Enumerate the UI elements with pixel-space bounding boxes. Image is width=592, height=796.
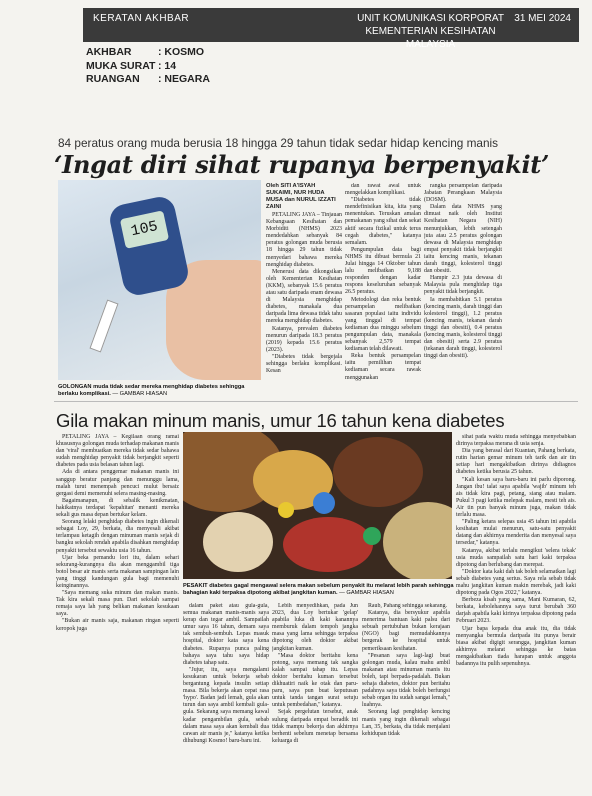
paragraph: "Doktor kata kaki dah tak boleh selamatkan lagi sebab diabetes yang serius. Saya rela sebab tidak mahu jangkitan kuman makin merebak, jadi kaki dipotong pada Ogos 2022," katanya. xyxy=(456,568,576,597)
paragraph: "Pesanan saya lagi-lagi buat golongan muda, kalau mahu ambil makanan atau minuman manis itu boleh, tapi berpada-padalah. Bukan sehaja diabetes, doktor pun beritahu padahnya saya tidak boleh berfungsi sebab organ itu sudah sangat lemah," luahnya. xyxy=(362,652,450,709)
paragraph: Katanya, akibat terlalu mengikut 'selera tekak' usia muda sampailah satu hari kaki terpaksa dipotong dan berlubang dan merepat. xyxy=(456,547,576,568)
meta-ruangan-value: : NEGARA xyxy=(158,73,210,85)
story2-column-4 xyxy=(362,603,450,791)
story1-caption-text: GOLONGAN muda tidak sedar mereka menghidap diabetes sehingga berlaku komplikasi. xyxy=(58,384,245,397)
paragraph: "Bukan air manis saja, makanan ringan seperti keropok juga xyxy=(56,618,179,632)
paragraph: Katanya, dia bersyukur apabila menerima bantuan kaki palsu dari sebuah pertubuhan bukan kerajaan (NGO) bagi memudahkannya bergerak ke hospital untuk pemeriksaan kesihatan. xyxy=(362,610,450,652)
paragraph: Ada di antara penggemar makanan manis ini sanggup beratur panjang dan menunggu lama, malah turut menempah pencuci mulut bersaiz gergasi demi memenuhi selera masing-masing. xyxy=(56,469,179,497)
section-label: KERATAN AKHBAR xyxy=(93,13,190,24)
paragraph: rangka persampelan daripada Jabatan Perangkaan Malaysia (DOSM). xyxy=(424,183,502,204)
paragraph: Reka bentuk persampelan iaitu pemilihan tempat kediaman secara rawak menggunakan xyxy=(345,353,421,381)
paragraph: Seorang lagi penghidap kencing manis yang ingin dikenali sebagai Lan, 35, berkata, dia tidak menjalani kehidupan tidak xyxy=(362,709,450,737)
story2-caption-text: PESAKIT diabetes gagal mengawal selera makan sebelum penyakit itu melarat lebih parah sehingga bahagian kaki terpaksa dipotong akibat jangkitan kuman. xyxy=(183,583,454,596)
story2-column-1 xyxy=(56,434,179,790)
story2-column-2 xyxy=(183,603,269,791)
paragraph: Ia membabitkan 5.1 peratus (kencing manis, darah tinggi dan kolesterol tinggi), 1.2 peratus (kencing manis, tekanan darah tinggi dan obesiti), 0.4 peratus (kencing manis, kolesterol tinggi dan obesiti) serta 2.9 peratus (tekanan darah tinggi, kolesterol tinggi dan obesiti). xyxy=(424,296,502,360)
paragraph: Bagaimanapun, di sebalik kenikmatan, hakikatnya terdapat 'kepahitan' menanti mereka sekali gus masa depan bertukar kelam. xyxy=(56,497,179,519)
food-shape xyxy=(283,517,373,572)
paragraph: Pengumpulan data bagi NHMS itu dibuat bermula 21 Julai hingga 14 Oktober tahun lalu melibatkan 9,188 responden dengan kadar respons keseluruhan sebanyak 26.5 peratus. xyxy=(345,246,421,296)
publication-meta xyxy=(86,46,210,87)
paragraph: Dalam data NHMS yang dimuat naik oleh Institut Kesihatan Negara (NIH) menunjukkan, lebih setengah juta atau 2.5 peratus golongan dewasa di Malaysia menghidap empat penyakit tidak berjangkit iaitu kencing manis, tekanan darah tinggi, kolesterol tinggi dan obesiti. xyxy=(424,204,502,275)
food-shape xyxy=(313,492,335,514)
story2-column-3 xyxy=(272,603,358,791)
story2-headline: Gila makan minum manis, umur 16 tahun kena diabetes xyxy=(56,410,505,431)
sweet-food-photo xyxy=(183,432,452,579)
paragraph: Sejak pergelutan tersebut, anak sulung daripada empat beradik ini tidak mampu bekerja dan akhirnya berhenti sebelum menetap bersama keluarga di xyxy=(272,709,358,744)
paragraph: PETALING JAYA – Kegilaan orang ramai khususnya golongan muda terhadap makanan manis dan 'viral' membuatkan mereka tidak sedar bahawa sudah menghidap penyakit tidak berjangkit seperti diabetes pada usia belasan tahun lagi. xyxy=(56,434,179,469)
story1-caption xyxy=(58,384,261,398)
meta-muka-value: : 14 xyxy=(158,59,177,72)
glucose-meter-photo xyxy=(58,180,261,380)
meta-ruangan xyxy=(86,73,210,87)
meta-muka-surat xyxy=(86,60,210,74)
paragraph: Ujar beka pemandu lori itu, dalam sehari sekurang-kurangnya dia akan menggambil tiga botol besar air manis serta makanan sampingan lain yang tinggi kandungan gula bagi memenuhi keinginannya. xyxy=(56,554,179,589)
story1-column-2 xyxy=(345,183,421,398)
paragraph: "Jujur, itu, saya mengalami kesukaran untuk bekerja sebab bergantung kepada insulin setiap masa. Bila bekerja akan cepat rasa 'hypo'. Badan jadi lemah, gula akan turun dan saya ambil kembali gula-gula. Sekarang saya memang kawal kadar pengambilan gula, sebab dalam masa saya akan kembali dua cawan air manis je," katanya ketika dihubungi Kosmo! baru-baru ini. xyxy=(183,666,269,744)
meta-akhbar-label: AKHBAR xyxy=(86,46,132,58)
story2-caption-credit: — GAMBAR HIASAN xyxy=(337,590,394,596)
unit-line-2: KEMENTERIAN KESIHATAN MALAYSIA xyxy=(365,26,496,50)
paragraph: "Diabetes tidak mendefinisikan kita, kita yang menentukan. Teruskan amalan pemakanan yang sihat dan sekat aktif secara fizikal untuk terus cegah diabetes," katanya semalam. xyxy=(345,197,421,246)
food-shape xyxy=(333,437,423,507)
paragraph: "Diabetes tidak bergejala sehingga berlaku komplikasi. Kesan xyxy=(266,353,342,375)
paragraph: dalam paket atau gula-gula, semua makanan manis-manis saya kerap dan tegar ambil. Sampailah umur saya 16 tahun, demam saya tak sembuh-sembuh. Lepas masuk hospital, doktor kata saya kena diabetes. Rupanya punca paling bahaya saya tahu saya hidap diabetes tahap satu. xyxy=(183,603,269,666)
story1-column-1 xyxy=(266,212,342,398)
meta-akhbar-value: : KOSMO xyxy=(158,46,205,58)
paragraph: Katanya, prevalen diabetes menurun daripada 18.3 peratus (2019) kepada 15.6 peratus (2023). xyxy=(266,325,342,353)
meta-muka-label: MUKA SURAT xyxy=(86,59,156,72)
paragraph: Dia yang berasal dari Kuantan, Pahang berkata, rutin harian gemar minum teh tarik dan air tin setiap hari mengakibatkan dirinya didiagnos diabetes ketika berusia 25 tahun. xyxy=(456,448,576,476)
story1-caption-credit: — GAMBAR HIASAN xyxy=(110,391,168,397)
paragraph: PETALING JAYA – Tinjauan Kebangsaan Kesihatan dan Morbiditi (NHMS) 2023 mendedahkan sebanyak 84 peratus golongan muda berusia 18 hingga 29 tahun tidak menyedari bahawa mereka menghidap diabetes. xyxy=(266,212,342,268)
meta-ruangan-label: RUANGAN xyxy=(86,73,140,85)
unit-line-1: UNIT KOMUNIKASI KORPORAT xyxy=(357,13,504,24)
paragraph: dan rawat awal untuk mengelakkan komplikasi. xyxy=(345,183,421,197)
paragraph: Menerusi data dikongsikan oleh Kementerian Kesihatan (KKM), sebanyak 15.6 peratus atau satu daripada enam dewasa di Malaysia menghidap diabetes, manakala dua daripada lima dewasa tidak tahu mereka menghidap diabetes. xyxy=(266,268,342,325)
paragraph: Lebih menyedihkan, pada Jun 2023, dua Loy bertukar 'gelap' apabila luka di kaki kanannya memburuk dalam tempoh jangka masa yang lama sehingga terpaksa dipotong oleh doktor akibat jangkitan kuman. xyxy=(272,603,358,652)
paragraph: Hampir 2.3 juta dewasa di Malaysia pula menghidap tiga penyakit tidak berjangkit. xyxy=(424,275,502,296)
meter-reading: 105 xyxy=(120,210,169,248)
glucose-meter-icon xyxy=(107,194,191,298)
paragraph: "Paling ketara selepas usia 45 tahun ini apabila kesihatan mulai menurun, satu-satu penyakit datang dan akhirnya menderita dan menyesal saya tersedar," katanya. xyxy=(456,519,576,547)
unit-label xyxy=(343,12,518,51)
story1-headline: ‘Ingat diri sihat rupanya berpenyakit’ xyxy=(54,150,550,179)
story2-caption xyxy=(183,583,455,597)
paragraph: Metodologi dan reka bentuk persampelan melibatkan sasaran populasi iaitu individu yang tinggal di tempat kediaman dua minggu sebelum pengumpulan data, manakala sebanyak 2,579 tempat kediaman telah dilawati. xyxy=(345,296,421,353)
clipping-date: 31 MEI 2024 xyxy=(514,13,571,24)
paragraph: "Masa doktor beritahu kena potong, saya memang tak sangka kalah sampai tahap itu. Lepas doktor beritahu kuman tersebut dikhuatiri naik ke otak dan paru-paru, saya pun buat keputusan untuk tanda tangan surat setuju untuk pembedahan," katanya. xyxy=(272,652,358,709)
food-shape xyxy=(363,527,381,545)
story1-column-3 xyxy=(424,183,502,398)
food-shape xyxy=(203,512,273,572)
story-divider xyxy=(54,401,578,402)
paragraph: "Saya memang suka minum dan makan manis. Tak kira sekali masa pun. Dari sekolah sampai remaja saya lah yang belikan makanan kesukaan saya. xyxy=(56,590,179,618)
story1-kicker: 84 peratus orang muda berusia 18 hingga 29 tahun tidak sedar hidap kencing manis xyxy=(58,136,499,150)
food-shape xyxy=(383,502,452,579)
story2-column-5 xyxy=(456,434,576,790)
paragraph: Seorang lelaki penghidap diabetes ingin dikenali sebagai Loy, 29, berkata, dia menyesali akibat terlampau ketagih dengan minuman manis sejak di bangku sekolah rendah apabila disahkan menghidap penyakit tersebut sewaktu usia 16 tahun. xyxy=(56,519,179,554)
meta-akhbar xyxy=(86,46,210,60)
test-strip-icon xyxy=(89,300,118,353)
paragraph: Raub, Pahang sehingga sekarang. xyxy=(368,603,448,609)
clipping-header-bar xyxy=(83,8,579,50)
story1-byline: Oleh SITI A'ISYAH SUKAIMI, NUR HUDA MUSA dan NURUL IZZATI ZAINI xyxy=(266,183,336,210)
food-shape xyxy=(278,502,294,518)
paragraph: Ujar bapa kepada dua anak itu, dia tidak menyangka bermula daripada itu punya berair biasa akibat digigit serangga, jangkitan kuman akhirnya melarat sehingga ke batas mengakibatkan tiada harapan untuk anggota badannya itu pulih sepenuhnya. xyxy=(456,625,576,667)
paragraph: Berbeza kisah yang sama, Mani Kumaran, 62, berkata, kebolehannya saya turut berubah 360 darjah apabila kaki kirinya terpaksa dipotong pada Februari 2023. xyxy=(456,597,576,625)
paragraph: sihat pada waktu muda sehingga menyebabkan dirinya terpaksa merana di usia senja. xyxy=(456,434,576,448)
paragraph: "Kali kesan saya baru-baru ini parlu diporong. Jangan ibu! talat saya apabila 'wajib' minum teh ais tidak kira pagi, petang, siang atau malam. Pukul 3 pagi ketika melepak malam, mesti teh ais. Air tin pun banyak minum juga, makan tidak terlalu masa. xyxy=(456,476,576,519)
